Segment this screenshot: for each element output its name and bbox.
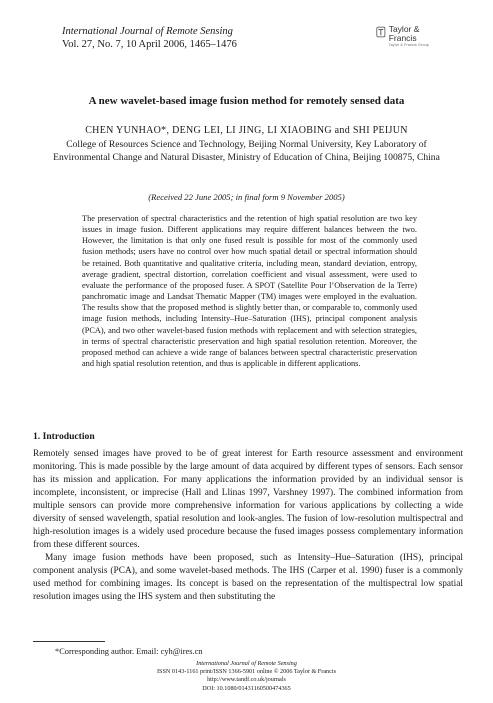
abstract: The preservation of spectral characteristics and the retention of high spatial resolution are two key issues in image fusion. Different applications may require different balances between the two. However, the limitation is that only one fused result is possible for most of the commonly used fusion methods; users have no control over how much spatial detail or spectral information should be retained. Both quantitative and qualitative criteria, including mean, standard deviation, entropy, average gradient, spectral distortion, correlation coefficient and visual assessment, were used to evaluate the performance of the proposed fuser. A SPOT (Satellite Pour l’Observation de la Terre) panchromatic image and Landsat Thematic Mapper (TM) images were employed in the evaluation. The results show that the proposed method is slightly better than, or comparable to, commonly used image fusion methods, including Intensity–Hue–Saturation (IHS), principal component analysis (PCA), and two other wavelet-based fusion methods with replacement and with selection strategies, in terms of spectral characteristic preservation and high spatial resolution retention. Moreover, the proposed method can achieve a wide range of balances between spectral characteristic preservation and high spatial resolution retention, and thus is applicable in different applications. — [82, 214, 417, 369]
author-list: CHEN YUNHAO*, DENG LEI, LI JING, LI XIAOBING and SHI PEIJUN — [85, 125, 408, 136]
body-paragraph: Many image fusion methods have been proposed, such as Intensity–Hue–Saturation (IHS), principal component analysis (PCA), and some wavelet-based methods. The IHS (Carper et al. 1990) fuser is a commonly used method for combining images. Its concept is based on the representation of the multispectral low spatial resolution images using the IHS system and then substituting the — [33, 553, 463, 602]
received-dates: (Received 22 June 2005; in final form 9 November 2005) — [148, 192, 345, 202]
journal-imprint — [100, 660, 393, 693]
imprint-journal: International Journal of Remote Sensing — [196, 660, 297, 667]
footnote-divider — [33, 641, 105, 642]
body-paragraph: Remotely sensed images have proved to be of great interest for Earth resource assessment and environment monitoring. This is made possible by the large amount of data acquired by different types of sensors. Each sensor has its mission and application. For many applications the information provided by an individual sensor is incomplete, inconsistent, or imprecise (Hall and Llinas 1997, Varshney 1997). The combined information from multiple sensors can provide more comprehensive information for various applications by collecting a wide diversity of sensed wavelength, spatial resolution and look-angles. The fusion of low-resolution multispectral and high-resolution images is a widely used procedure because the fused images possess complementary information from these different sources. — [33, 449, 463, 550]
publisher-logo-icon — [376, 25, 386, 39]
publisher-logo — [376, 25, 438, 47]
volume-issue-pages: Vol. 27, No. 7, 10 April 2006, 1465–1476 — [62, 39, 237, 50]
affiliation: College of Resources Science and Technology, Beijing Normal University, Key Laboratory of Environmental Change and Natural Disaster, Ministry of Education of China, Beijing 100875, China — [53, 139, 440, 163]
imprint-url[interactable]: http://www.tandf.co.uk/journals — [207, 676, 286, 684]
corresponding-author-footnote: *Corresponding author. Email: cyh@ires.cn — [55, 647, 203, 656]
section-heading-introduction: 1. Introduction — [33, 431, 95, 442]
publisher-group: Taylor & Francis Group — [388, 43, 429, 47]
journal-name: International Journal of Remote Sensing — [62, 26, 233, 37]
publisher-name: Taylor & Francis — [388, 24, 420, 43]
imprint-doi: DOI: 10.1080/01431160500474365 — [202, 684, 291, 692]
introduction-body — [33, 448, 463, 604]
imprint-issn: ISSN 0143-1161 print/ISSN 1366-5901 online © 2006 Taylor & Francis — [156, 668, 337, 676]
article-title: A new wavelet-based image fusion method for remotely sensed data — [88, 95, 405, 107]
